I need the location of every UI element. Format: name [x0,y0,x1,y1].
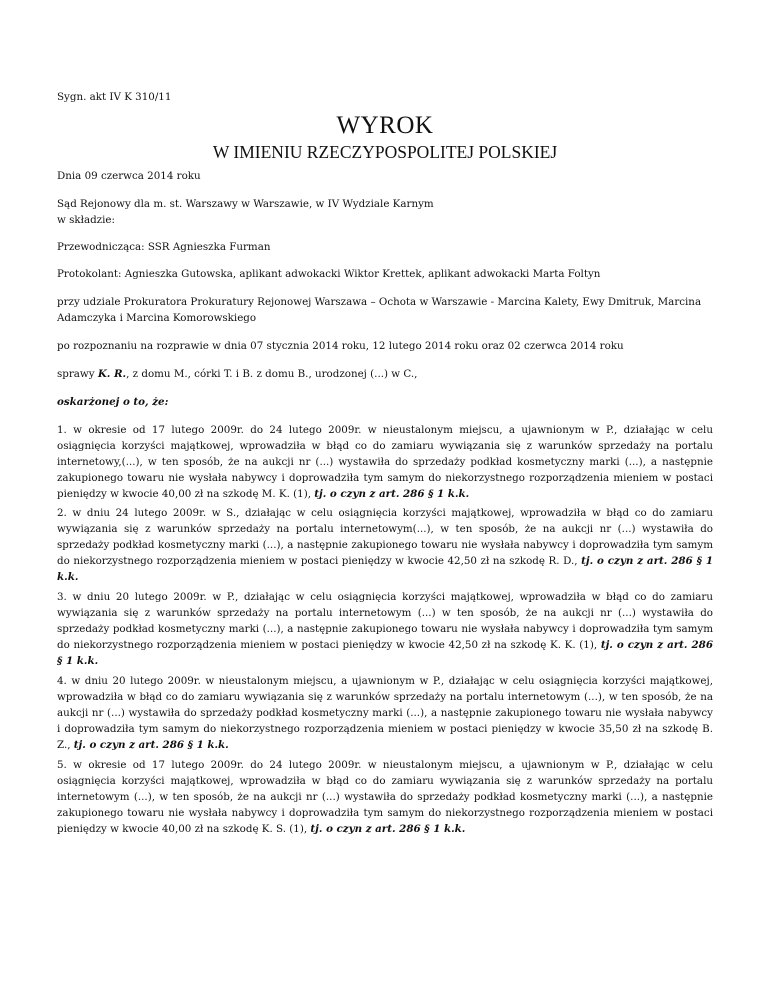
charge-legal-basis: tj. o czyn z art. 286 § 1 k.k. [57,555,713,583]
court-composition [57,196,713,228]
charge-legal-basis: tj. o czyn z art. 286 § 1 k.k. [314,488,470,500]
case-signature: Sygn. akt IV K 310/11 [57,91,172,103]
prosecutor-participation: przy udziale Prokuratora Prokuratury Rejonowej Warszawa – Ochota w Warszawie - Marcina Kalety, Ewy Dmitruk, Marcina Adamczyka i Marcina Komorowskiego [57,296,702,324]
protocol-clerks: Protokolant: Agnieszka Gutowska, aplikant adwokacki Wiktor Krettek, aplikant adwokacki Marta Foltyn [57,268,601,280]
accused-name: K. R. [97,368,127,380]
case-prefix: sprawy [57,368,98,380]
charge-item [57,422,713,502]
court-composition-label: w składzie: [57,214,115,226]
charge-text: 2. w dniu 24 lutego 2009r. w S., działając w celu osiągnięcia korzyści majątkowej, wprowadziła w błąd co do zamiaru wywiązania się z warunków sprzedaży na portalu internetowym(...), w ten sposób, że na aukcji nr (...) wystawiła do sprzedaży podkład kosmetyczny marki (...), a następnie zakupionego towaru nie wysłała nabywcy i doprowadziła tym samym do niekorzystnego rozporządzenia mieniem w postaci pieniędzy w kwocie 42,50 zł na szkodę R. D., [57,507,713,567]
judgment-date: Dnia 09 czerwca 2014 roku [57,170,201,182]
document-subtitle: W IMIENIU RZECZYPOSPOLITEJ POLSKIEJ [212,142,558,162]
document-title: WYROK [336,112,434,139]
charge-legal-basis: tj. o czyn z art. 286 § 1 k.k. [310,823,466,835]
charge-text: 5. w okresie od 17 lutego 2009r. do 24 lutego 2009r. w nieustalonym miejscu, a ujawnionym w P., działając w celu osiągnięcia korzyści majątkowej, wprowadziła w błąd co do zamiaru wywiązania się z warunków sprzedaży na portalu internetowym (...), w ten sposób, że na aukcji nr (...) wystawiła do sprzedaży podkład kosmetyczny marki (...), a następnie zakupionego towaru nie wysłała nabywcy i doprowadziła tym samym do niekorzystnego rozporządzenia mieniem w postaci pieniędzy w kwocie 40,00 zł na szkodę K. S. (1), [57,759,713,835]
case-details: , z domu M., córki T. i B. z domu B., urodzonej (...) w C., [126,368,418,380]
charge-item [57,589,713,669]
court-name: Sąd Rejonowy dla m. st. Warszawy w Warszawie, w IV Wydziale Karnym [57,198,434,210]
charge-legal-basis: tj. o czyn z art. 286 § 1 k.k. [73,739,229,751]
charge-legal-basis: tj. o czyn z art. 286 § 1 k.k. [57,639,713,667]
hearing-dates: po rozpoznaniu na rozprawie w dnia 07 stycznia 2014 roku, 12 lutego 2014 roku oraz 02 czerwca 2014 roku [57,340,624,352]
charge-text: 4. w dniu 20 lutego 2009r. w nieustalonym miejscu, a ujawnionym w P., działając w celu osiągnięcia korzyści majątkowej, wprowadziła w błąd co do zamiaru wywiązania się z warunków sprzedaży na portalu internetowym (...), w ten sposób, że na aukcji nr (...) wystawiła do sprzedaży podkład kosmetyczny marki (...), a następnie zakupionego towaru nie wysłała nabywcy i doprowadziła tym samym do niekorzystnego rozporządzenia mieniem w postaci pieniędzy w kwocie 35,50 zł na szkodę B. Z., [57,675,713,751]
accused-heading: oskarżonej o to, że: [57,396,169,408]
charge-item [57,673,713,753]
charge-item [57,505,713,585]
charge-text: 1. w okresie od 17 lutego 2009r. do 24 lutego 2009r. w nieustalonym miejscu, a ujawnionym w P., działając w celu osiągnięcia korzyści majątkowej, wprowadziła w błąd co do zamiaru wywiązania się z warunków sprzedaży na portalu internetowy,(...), w ten sposób, że na aukcji nr (...) wystawiła do sprzedaży podkład kosmetyczny marki (...), a następnie zakupionego towaru nie wysłała nabywcy i doprowadziła tym samym do niekorzystnego rozporządzenia mieniem w postaci pieniędzy w kwocie 40,00 zł na szkodę M. K. (1), [57,424,713,500]
case-of-accused [57,366,713,382]
charge-text: 3. w dniu 20 lutego 2009r. w P., działając w celu osiągnięcia korzyści majątkowej, wprowadziła w błąd co do zamiaru wywiązania się z warunków sprzedaży na portalu internetowym (...) w ten sposób, że na aukcji nr (...) wystawiła do sprzedaży podkład kosmetyczny marki (...), a następnie zakupionego towaru nie wysłała nabywcy i doprowadziła tym samym do niekorzystnego rozporządzenia mieniem w postaci pieniędzy w kwocie 42,50 zł na szkodę K. K. (1), [57,591,713,651]
charge-item [57,757,713,837]
presiding-judge: Przewodnicząca: SSR Agnieszka Furman [57,241,271,253]
